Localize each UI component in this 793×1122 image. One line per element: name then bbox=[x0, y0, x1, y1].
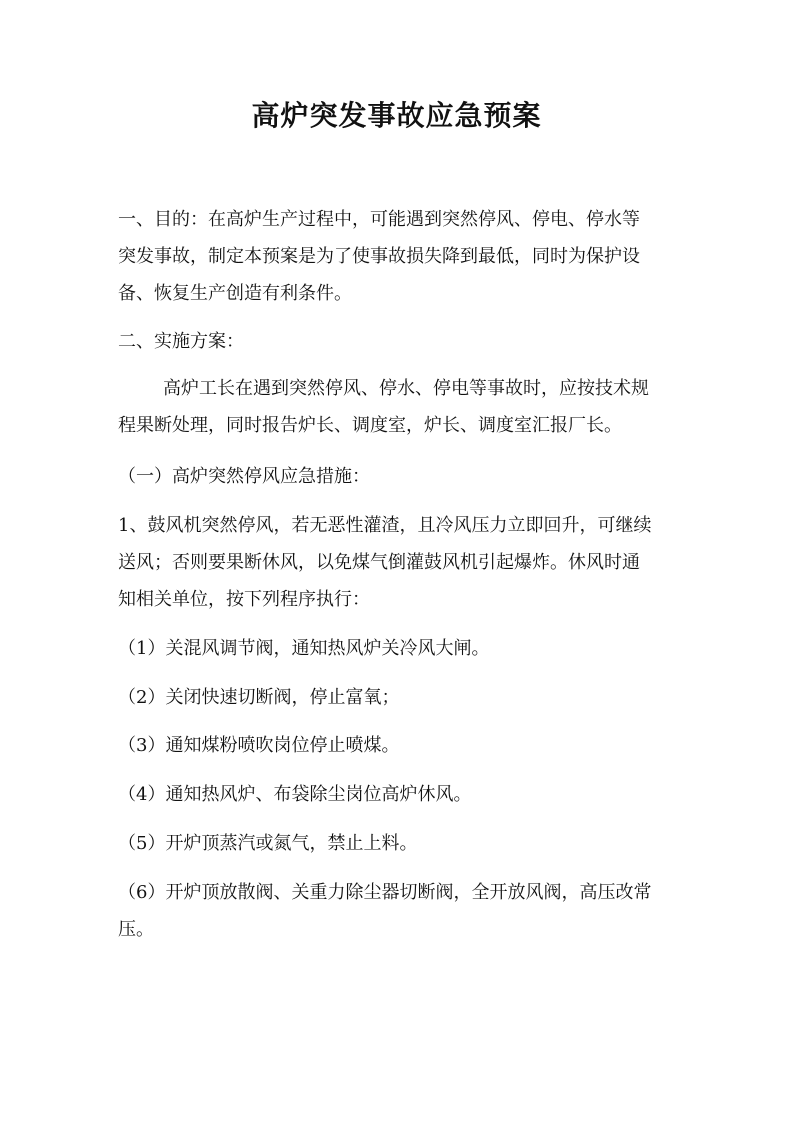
step-item-3 bbox=[118, 727, 678, 764]
text-line: （4）通知热风炉、布袋除尘岗位高炉休风。 bbox=[118, 784, 472, 805]
text-line: 压。 bbox=[118, 919, 154, 940]
section-heading-implementation bbox=[118, 323, 678, 360]
paragraph-purpose bbox=[118, 201, 678, 312]
step-item-1 bbox=[118, 630, 678, 667]
text-line: 一、目的：在高炉生产过程中，可能遇到突然停风、停电、停水等 bbox=[118, 209, 640, 230]
subsection-heading-wind-stop bbox=[118, 458, 678, 495]
paragraph-blower-stop bbox=[118, 507, 678, 618]
text-line: 备、恢复生产创造有利条件。 bbox=[118, 283, 352, 304]
text-line: （3）通知煤粉喷吹岗位停止喷煤。 bbox=[118, 735, 400, 756]
text-line: 知相关单位，按下列程序执行： bbox=[118, 589, 370, 610]
text-line: （一）高炉突然停风应急措施： bbox=[118, 466, 370, 487]
text-line: 送风；否则要果断休风，以免煤气倒灌鼓风机引起爆炸。休风时通 bbox=[118, 552, 640, 573]
text-line: 1、鼓风机突然停风，若无恶性灌渣，且冷风压力立即回升，可继续 bbox=[118, 515, 652, 536]
text-line: 突发事故，制定本预案是为了使事故损失降到最低，同时为保护设 bbox=[118, 246, 640, 267]
text-line: 程果断处理，同时报告炉长、调度室，炉长、调度室汇报厂长。 bbox=[118, 415, 622, 436]
text-line: （2）关闭快速切断阀，停止富氧； bbox=[118, 687, 400, 708]
document-title: 高炉突发事故应急预案 bbox=[251, 99, 542, 132]
paragraph-implementation bbox=[118, 370, 678, 444]
text-line: （6）开炉顶放散阀、关重力除尘器切断阀，全开放风阀，高压改常 bbox=[118, 882, 652, 903]
text-line: 高炉工长在遇到突然停风、停水、停电等事故时，应按技术规 bbox=[163, 378, 649, 399]
step-item-5 bbox=[118, 825, 678, 862]
text-line: （1）关混风调节阀，通知热风炉关冷风大闸。 bbox=[118, 638, 490, 659]
text-line: 二、实施方案： bbox=[118, 331, 244, 352]
text-line: （5）开炉顶蒸汽或氮气，禁止上料。 bbox=[118, 833, 418, 854]
step-item-4 bbox=[118, 776, 678, 813]
step-item-2 bbox=[118, 679, 678, 716]
step-item-6 bbox=[118, 874, 678, 948]
